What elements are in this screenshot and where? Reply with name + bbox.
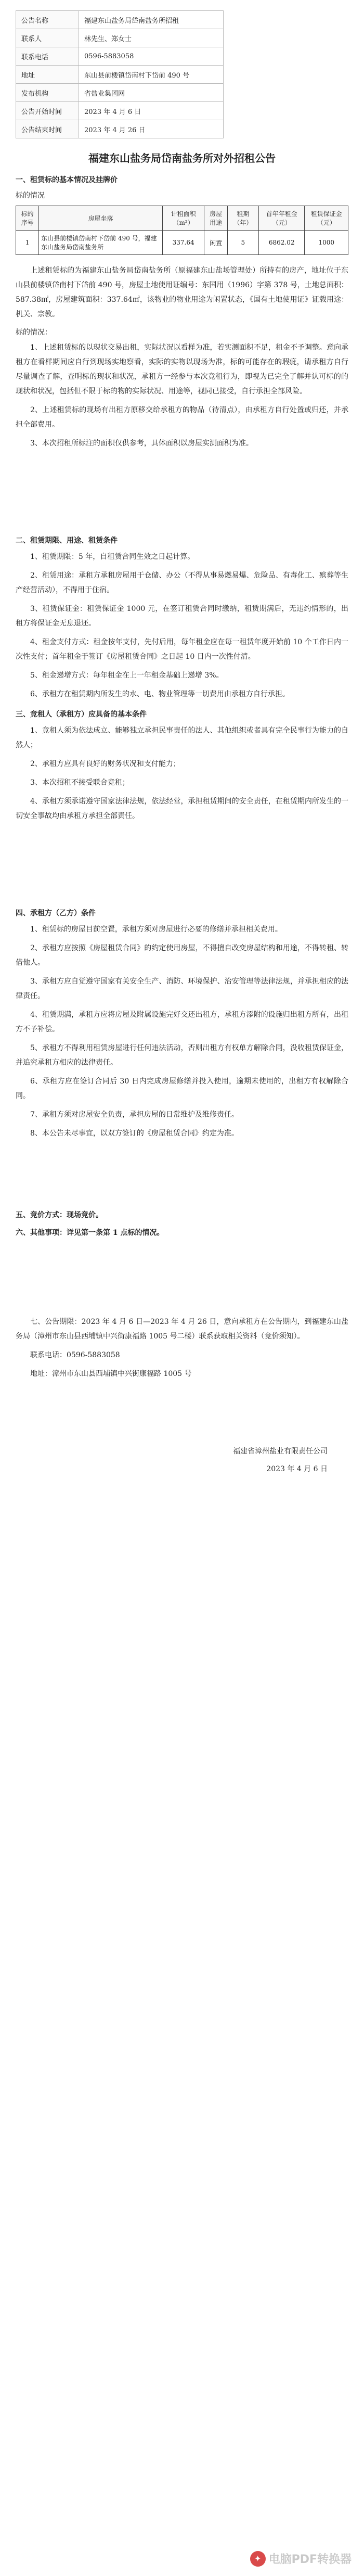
table-cell: 6862.02 bbox=[259, 231, 305, 255]
table-row bbox=[16, 231, 348, 255]
lessee-conditions-list bbox=[16, 922, 348, 1141]
watermark-text: 电脑PDF转换器 bbox=[268, 2553, 352, 2566]
table-header: 计租面积（m²） bbox=[162, 206, 204, 231]
lease-term-item: 1、租赁期限：5 年，自租赁合同生效之日起计算。 bbox=[30, 553, 195, 561]
page bbox=[16, 10, 348, 1478]
watermark bbox=[250, 2551, 352, 2567]
table-header: 首年年租金（元） bbox=[259, 206, 305, 231]
meta-row bbox=[16, 11, 224, 29]
bidder-condition-item: 1、竞租人须为依法成立、能够独立承担民事责任的法人、其他组织或者具有完全民事行为能力的自然人； bbox=[16, 726, 348, 749]
section-heading-2: 二、租赁期限、用途、租赁条件 bbox=[16, 537, 118, 545]
subject-intro: 标的情况 bbox=[16, 192, 45, 200]
table-cell: 闲置 bbox=[204, 231, 227, 255]
section-heading-6: 六、其他事项：详见第一条第 1 点标的情况。 bbox=[16, 1229, 164, 1237]
note-item: 1、上述租赁标的以现状交易出租，实际状况以看样为准，若实测面积不足，租金不予调整。意向承租方在看样期间应自行到现场实地察看，实际的实物以现场为准，标的可能存在的瑕疵，请承租方自行尽量调查了解，查明标的现状和状况，承租方一经参与本次竞租行为，即视为已完全了解并认可标的的现状和状况，包括但不限于标的物的实际状况、用途等，视同已接受，自行承担全部风险。 bbox=[16, 343, 348, 396]
meta-key: 地址 bbox=[16, 66, 79, 84]
meta-value: 0596-5883058 bbox=[79, 47, 224, 66]
meta-value: 林先生、郑女士 bbox=[79, 29, 224, 47]
announcement-meta-table bbox=[16, 10, 224, 138]
table-cell: 东山县前楼镇岱南村下岱前 490 号，福建东山盐务局岱南盐务所 bbox=[39, 231, 163, 255]
lessee-condition-item: 2、承租方应按照《房屋租赁合同》的约定使用房屋，不得擅自改变房屋结构和用途，不得转租、转借他人。 bbox=[16, 944, 348, 967]
lease-terms-list bbox=[16, 550, 348, 702]
table-cell: 5 bbox=[227, 231, 258, 255]
lessee-condition-item: 4、租赁期满，承租方应将房屋及附属设施完好交还出租方，承租方添附的设施归出租方所有，出租方不予补偿。 bbox=[16, 1011, 348, 1034]
section-heading-3: 三、竞租人（承租方）应具备的基本条件 bbox=[16, 710, 147, 719]
page-title: 福建东山盐务局岱南盐务所对外招租公告 bbox=[88, 152, 276, 164]
meta-key: 公告名称 bbox=[16, 11, 79, 29]
table-header: 房屋坐落 bbox=[39, 206, 163, 231]
lessee-condition-item: 6、承租方应在签订合同后 30 日内完成房屋修缮并投入使用，逾期未使用的，出租方有权解除合同。 bbox=[16, 1077, 348, 1100]
table-header: 租赁保证金（元） bbox=[305, 206, 348, 231]
rental-subject-table bbox=[16, 206, 348, 255]
table-cell: 1 bbox=[16, 231, 39, 255]
contact-phone: 联系电话：0596-5883058 bbox=[30, 1351, 120, 1359]
subject-description: 上述租赁标的为福建东山盐务局岱南盐务所（原福建东山盐场管理处）所持有的房产，地址位于东山县前楼镇岱南村下岱前 490 号，房屋土地使用证编号：东国用（1996）字第 378 号，土地总面积：587.38㎡，房屋建筑面积：337.64㎡，该物业的物业用途为闲置状态，《国有土地使用证》证载用途：机关、宗教。 bbox=[16, 266, 348, 318]
meta-row bbox=[16, 102, 224, 120]
meta-row bbox=[16, 29, 224, 47]
table-header: 房屋用途 bbox=[204, 206, 227, 231]
note-item: 2、上述租赁标的现场有出租方原移交给承租方的物品（待清点），由承租方自行处置或归还，并承担全部费用。 bbox=[16, 406, 348, 429]
contact-address: 地址：漳州市东山县西埔镇中兴街康福路 1005 号 bbox=[30, 1370, 192, 1378]
lease-term-item: 4、租金支付方式：租金按年支付，先付后用，每年租金应在每一租赁年度开始前 10 个工作日内一次性支付；首年租金于签订《房屋租赁合同》之日起 10 日内一次性付清。 bbox=[16, 638, 348, 661]
meta-key: 公告开始时间 bbox=[16, 102, 79, 120]
section-heading-5: 五、竞价方式：现场竞价。 bbox=[16, 1211, 103, 1219]
section-heading-1: 一、租赁标的基本情况及挂牌价 bbox=[16, 176, 118, 184]
signature-org: 福建省漳州盐业有限责任公司 bbox=[233, 1447, 328, 1456]
meta-row bbox=[16, 84, 224, 102]
lease-term-item: 5、租金递增方式：每年租金在上一年租金基础上递增 3%。 bbox=[30, 671, 224, 680]
bidder-conditions-list bbox=[16, 723, 348, 823]
meta-value: 2023 年 4 月 26 日 bbox=[79, 120, 224, 138]
meta-value: 东山县前楼镇岱南村下岱前 490 号 bbox=[79, 66, 224, 84]
pdf-converter-logo-icon: ✦ bbox=[250, 2551, 266, 2567]
bidder-condition-item: 3、本次招租不接受联合竞租； bbox=[30, 779, 129, 787]
signature-block bbox=[16, 1443, 328, 1478]
meta-key: 发布机构 bbox=[16, 84, 79, 102]
lease-term-item: 2、租赁用途：承租方承租房屋用于仓储、办公（不得从事易燃易爆、危险品、有毒化工、殡葬等生产经营活动），不得用于住宿。 bbox=[16, 571, 348, 594]
meta-value: 2023 年 4 月 6 日 bbox=[79, 102, 224, 120]
notes-list bbox=[16, 340, 348, 451]
note-item: 3、本次招租所标注的面积仅供参考，具体面积以房屋实测面积为准。 bbox=[30, 439, 253, 448]
lease-term-item: 6、承租方在租赁期内所发生的水、电、物业管理等一切费用由承租方自行承担。 bbox=[30, 690, 290, 698]
meta-key: 联系电话 bbox=[16, 47, 79, 66]
bidder-condition-item: 4、承租方须承诺遵守国家法律法规，依法经营，承担租赁期间的安全责任，在租赁期内所发生的一切安全事故均由承租方承担全部责任。 bbox=[16, 797, 348, 820]
announcement-period: 七、公告期限：2023 年 4 月 6 日—2023 年 4 月 26 日，意向承租方在公告期内，到福建东山盐务局（漳州市东山县西埔镇中兴街康福路 1005 号二楼）联系获取相关资料（竞价须知）。 bbox=[16, 1318, 348, 1341]
table-cell: 1000 bbox=[305, 231, 348, 255]
meta-row bbox=[16, 120, 224, 138]
lessee-condition-item: 8、本公告未尽事宜，以双方签订的《房屋租赁合同》约定为准。 bbox=[30, 1129, 239, 1138]
meta-row bbox=[16, 66, 224, 84]
meta-key: 联系人 bbox=[16, 29, 79, 47]
notes-heading: 标的情况： bbox=[16, 328, 52, 337]
table-cell: 337.64 bbox=[162, 231, 204, 255]
lessee-condition-item: 7、承租方须对房屋安全负责，承担房屋的日常维护及维修责任。 bbox=[30, 1111, 239, 1119]
meta-value: 省盐业集团网 bbox=[79, 84, 224, 102]
lessee-condition-item: 1、租赁标的房屋目前空置，承租方须对房屋进行必要的修缮并承担相关费用。 bbox=[30, 925, 282, 934]
lessee-condition-item: 5、承租方不得利用租赁房屋进行任何违法活动，否则出租方有权单方解除合同，没收租赁保证金，并追究承租方相应的法律责任。 bbox=[16, 1044, 348, 1067]
meta-key: 公告结束时间 bbox=[16, 120, 79, 138]
bidder-condition-item: 2、承租方应具有良好的财务状况和支付能力； bbox=[30, 760, 180, 768]
table-header: 标的序号 bbox=[16, 206, 39, 231]
section-heading-4: 四、承租方（乙方）条件 bbox=[16, 909, 96, 917]
signature-date: 2023 年 4 月 6 日 bbox=[266, 1465, 328, 1473]
lease-term-item: 3、租赁保证金：租赁保证金 1000 元，在签订租赁合同时缴纳，租赁期满后，无违约情形的，出租方将保证金无息退还。 bbox=[16, 605, 348, 628]
lessee-condition-item: 3、承租方应自觉遵守国家有关安全生产、消防、环境保护、治安管理等法律法规，并承担相应的法律责任。 bbox=[16, 977, 348, 1000]
table-header: 租期（年） bbox=[227, 206, 258, 231]
meta-row bbox=[16, 47, 224, 66]
meta-value: 福建东山盐务局岱南盐务所招租 bbox=[79, 11, 224, 29]
